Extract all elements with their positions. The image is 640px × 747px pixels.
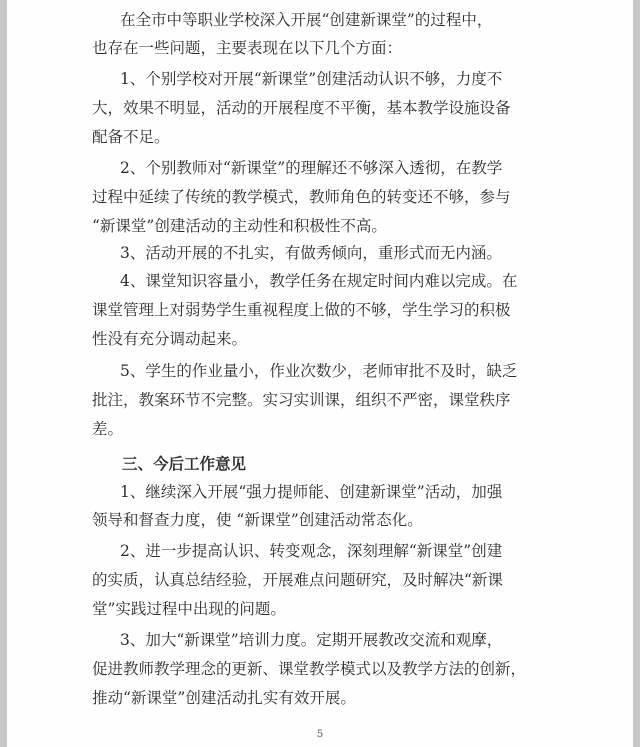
paragraph-line: 2、个别教师对“新课堂”的理解还不够深入透彻，在教学 [120,159,503,177]
section-heading: 三、今后工作意见 [122,454,247,473]
paragraph-line: 1、继续深入开展“强力提师能、创建新课堂”活动，加强 [120,483,503,501]
paragraph-line: 堂”实践过程中出现的问题。 [92,600,286,618]
paragraph-line: 也存在一些问题，主要表现在以下几个方面： [92,39,403,57]
paragraph-line: 5、学生的作业量小，作业次数少，老师审批不及时，缺乏 [120,362,518,380]
paragraph-line: 3、加大“新课堂”培训力度。定期开展教改交流和观摩， [120,631,503,649]
paragraph-line: 过程中延续了传统的教学模式，教师角色的转变还不够，参与 [92,188,511,206]
paragraph-line: 大，效果不明显，活动的开展程度不平衡，基本教学设施设备 [92,99,511,117]
paragraph-line: 差。 [92,420,124,438]
paragraph-line: 批注，教案环节不完整。实习实训课，组织不严密，课堂秩序 [92,391,511,409]
paragraph-line: 性没有充分调动起来。 [92,330,248,348]
paragraph-line: 推动“新课堂”创建活动扎实有效开展。 [92,689,356,707]
paragraph-line: 的实质，认真总结经验，开展难点问题研究，及时解决“新课 [92,571,503,589]
page-number: 5 [316,729,324,740]
paragraph-line: 4、课堂知识容量小，教学任务在规定时间内难以完成。在 [120,272,518,290]
paragraph-line: “新课堂”创建活动的主动性和积极性不高。 [92,217,387,235]
paragraph-line: 3、活动开展的不扎实，有做秀倾向，重形式而无内涵。 [120,244,502,262]
paragraph-line: 1、个别学校对开展“新课堂”创建活动认识不够，力度不 [120,70,503,88]
paragraph-line: 在全市中等职业学校深入开展“创建新课堂”的过程中， [120,11,493,29]
paragraph-line: 领导和督查力度，使 “新课堂”创建活动常态化。 [92,511,423,529]
paragraph-line: 2、进一步提高认识、转变观念，深刻理解“新课堂”创建 [120,542,503,560]
paragraph-line: 课堂管理上对弱势学生重视程度上做的不够，学生学习的积极 [92,301,511,319]
paragraph-line: 配备不足。 [92,128,170,146]
paragraph-line: 促进教师教学理念的更新、课堂教学模式以及教学方法的创新， [92,660,527,678]
